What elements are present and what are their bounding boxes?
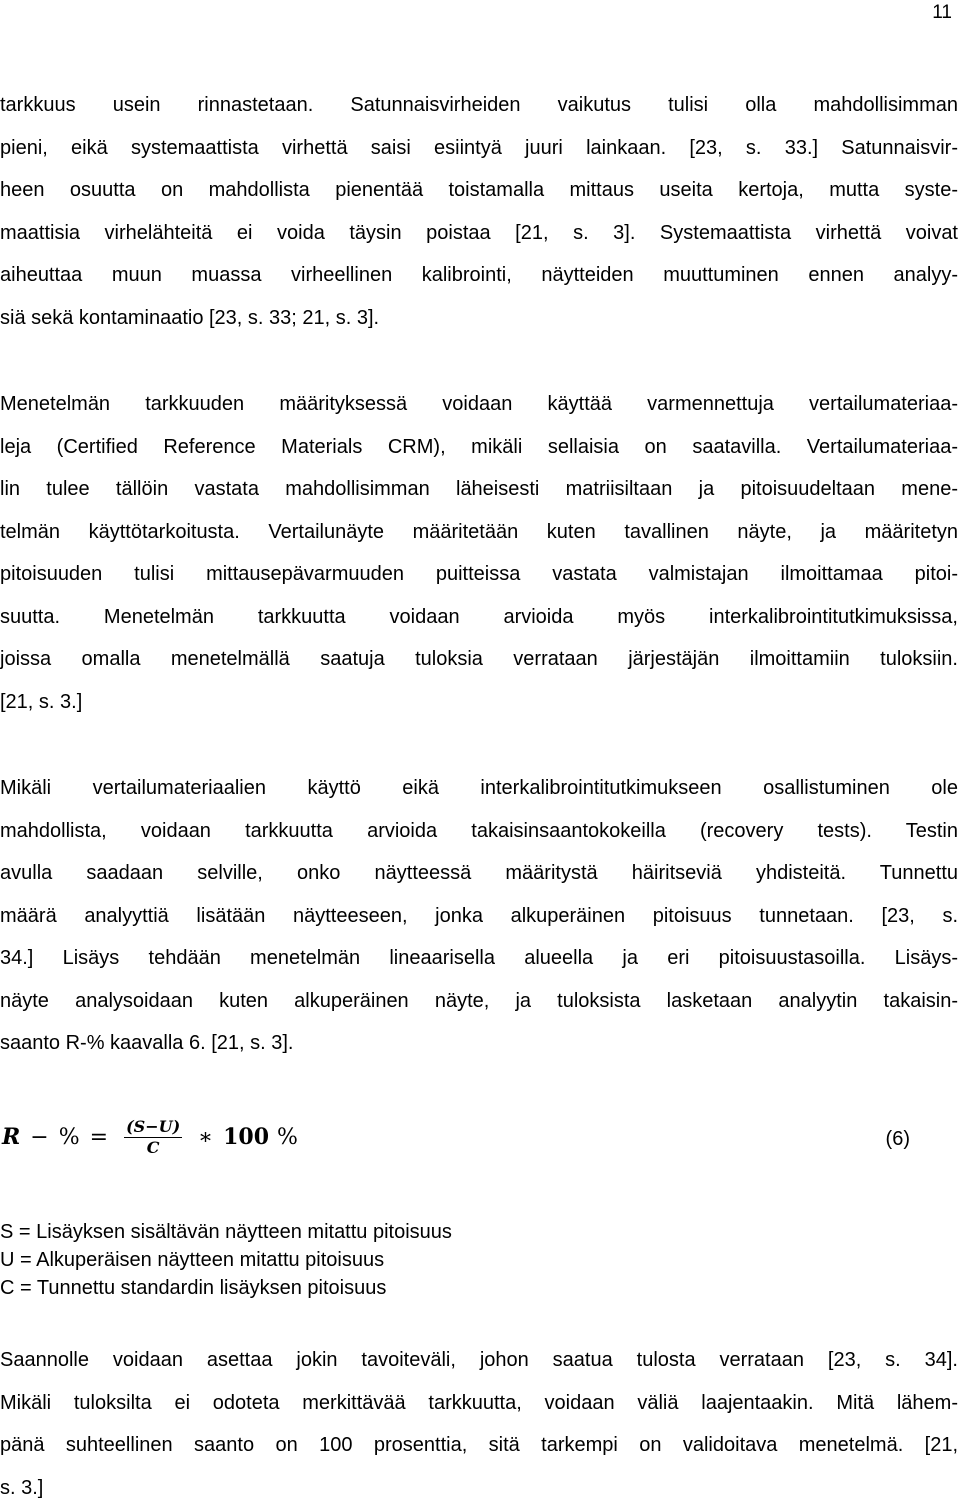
text-line: joissa omalla menetelmällä saatuja tuloksia verrataan järjestäjän ilmoittamiin tuloksiin.: [0, 638, 958, 681]
text-line: määrä analyyttiä lisätään näytteeseen, jonka alkuperäinen pitoisuus tunnetaan. [23, s.: [0, 895, 958, 938]
equation-denominator: C: [147, 1138, 160, 1158]
paragraph-4: [0, 1339, 958, 1509]
text-line: lin tulee tällöin vastata mahdollisimman läheisesti matriisiltaan ja pitoisuudeltaan mene-: [0, 468, 958, 511]
text-line: s. 3.]: [0, 1467, 958, 1509]
equation-body: [2, 1116, 298, 1158]
text-line: saanto R-% kaavalla 6. [21, s. 3].: [0, 1022, 958, 1065]
paragraph-3: [0, 767, 958, 1065]
text-line: pieni, eikä systemaattista virhettä saisi esiintyä juuri lainkaan. [23, s. 33.] Satunnaisvir-: [0, 127, 958, 170]
text-line: [21, s. 3.]: [0, 681, 958, 724]
text-line: pitoisuuden tulisi mittausepävarmuuden puitteissa vastata valmistajan ilmoittamaa pitoi-: [0, 553, 958, 596]
recovery-equation: [0, 1110, 958, 1170]
text-line: näyte analysoidaan kuten alkuperäinen näyte, ja tuloksista lasketaan analyytin takaisin-: [0, 980, 958, 1023]
equation-equals: =: [80, 1125, 118, 1150]
text-line: suutta. Menetelmän tarkkuutta voidaan arvioida myös interkalibrointitutkimuksissa,: [0, 596, 958, 639]
equation-minus: −: [20, 1125, 58, 1150]
equation-percent: %: [59, 1125, 80, 1150]
text-line: Mikäli tuloksilta ei odoteta merkittävää tarkkuutta, voidaan väliä laajentaakin. Mitä lähem-: [0, 1382, 958, 1425]
text-line: avulla saadaan selville, onko näytteessä määritystä häiritseviä yhdisteitä. Tunnettu: [0, 852, 958, 895]
text-line: 34.] Lisäys tehdään menetelmän lineaarisella alueella ja eri pitoisuustasoilla. Lisäys-: [0, 937, 958, 980]
text-line: telmän käyttötarkoitusta. Vertailunäyte määritetään kuten tavallinen näyte, ja määritetyn: [0, 511, 958, 554]
text-line: leja (Certified Reference Materials CRM), mikäli sellaisia on saatavilla. Vertailumateriaa-: [0, 426, 958, 469]
paragraph-2: [0, 383, 958, 723]
equation-symbol-r: R: [2, 1124, 20, 1150]
page-number: 11: [932, 2, 952, 24]
equation-fraction: [118, 1118, 188, 1158]
text-line: aiheuttaa muun muassa virheellinen kalibrointi, näytteiden muuttuminen ennen analyy-: [0, 254, 958, 297]
text-line: heen osuutta on mahdollista pienentää toistamalla mittaus useita kertoja, mutta syste-: [0, 169, 958, 212]
equation-numerator: (S−U): [124, 1118, 182, 1138]
text-line: tarkkuus usein rinnastetaan. Satunnaisvirheiden vaikutus tulisi olla mahdollisimman: [0, 84, 958, 127]
definition-u: U = Alkuperäisen näytteen mitattu pitoisuus: [0, 1246, 452, 1274]
text-line: mahdollista, voidaan tarkkuutta arvioida takaisinsaantokokeilla (recovery tests). Testin: [0, 810, 958, 853]
definition-c: C = Tunnettu standardin lisäyksen pitoisuus: [0, 1274, 452, 1302]
text-line: pänä suhteellinen saanto on 100 prosenttia, sitä tarkempi on validoitava menetelmä. [21,: [0, 1424, 958, 1467]
text-line: Mikäli vertailumateriaalien käyttö eikä interkalibrointitutkimukseen osallistuminen ole: [0, 767, 958, 810]
paragraph-1: [0, 84, 958, 339]
equation-number: (6): [886, 1128, 910, 1151]
text-line: Menetelmän tarkkuuden määrityksessä voidaan käyttää varmennettuja vertailumateriaa-: [0, 383, 958, 426]
variable-definitions: [0, 1218, 452, 1302]
text-line: siä sekä kontaminaatio [23, s. 33; 21, s. 3].: [0, 297, 958, 340]
equation-factor: 100: [223, 1124, 269, 1150]
equation-percent: %: [269, 1125, 298, 1150]
text-line: Saannolle voidaan asettaa jokin tavoiteväli, johon saatua tulosta verrataan [23, s. 34].: [0, 1339, 958, 1382]
definition-s: S = Lisäyksen sisältävän näytteen mitattu pitoisuus: [0, 1218, 452, 1246]
text-line: maattisia virhelähteitä ei voida täysin poistaa [21, s. 3]. Systemaattista virhettä voivat: [0, 212, 958, 255]
equation-times: ∗: [188, 1125, 223, 1150]
